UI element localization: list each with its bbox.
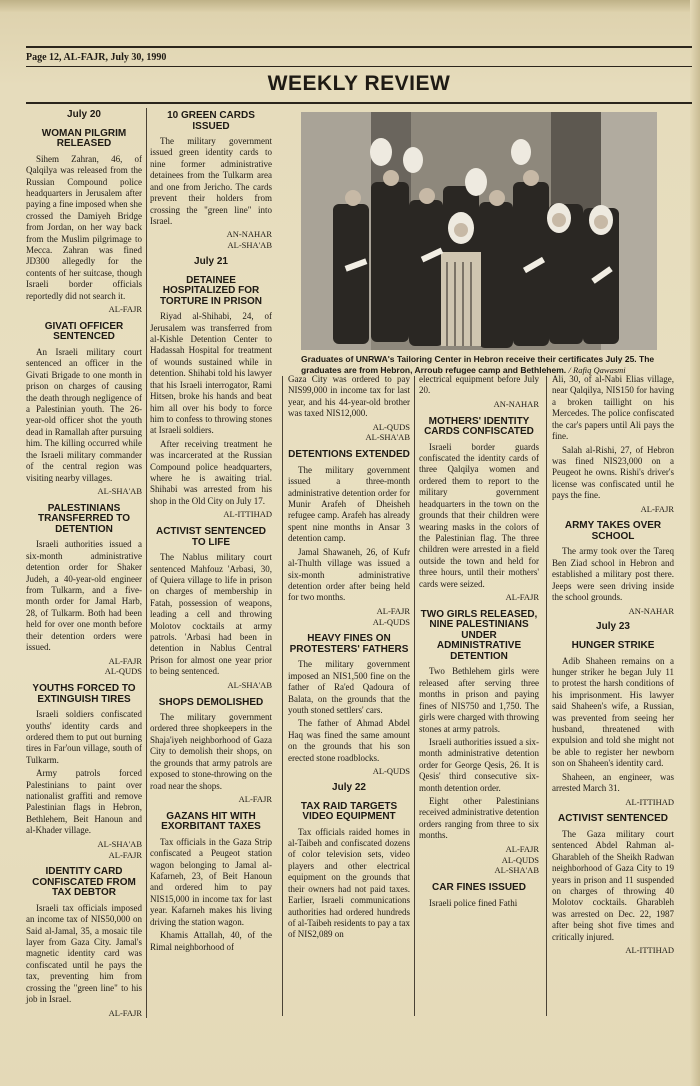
source-credits: [26, 656, 142, 678]
headline: 10 GREEN CARDS ISSUED: [167, 110, 255, 132]
article-palestinians-transferred: [26, 504, 142, 677]
article-body: The father of Ahmad Abdel Haq was fined the same amount on the grounds that his son erected stone roadblocks.: [288, 718, 410, 763]
article-body: The army took over the Tareq Ben Ziad school in Hebron and established a military post there. Jeeps were seen driving inside the school grounds.: [552, 546, 674, 603]
source-credits: [26, 839, 142, 861]
article-green-cards: [150, 111, 272, 251]
source-credit: AL-FAJR: [505, 843, 539, 854]
headline: DETENTIONS EXTENDED: [288, 449, 410, 461]
article-body: The Nablus military court sentenced Mahfouz 'Arbasi, 30, of Quiera village to life in prison on charges of membership in Fatah, possession of weapons, leading a cell and throwing Molotov cocktails at army patrols. 'Arbasi had been in detention in Nablus Central Prison for almost one year prior to being sentenced.: [150, 552, 272, 677]
header-rule: [26, 66, 692, 67]
article-body: Salah al-Rishi, 27, of Hebron was fined NIS23,000 on a Peugeot he owns. Rishi's driver's license was confiscated until he pays the fine.: [552, 444, 674, 501]
page-edge-right: [690, 0, 700, 1086]
source-credits: [419, 844, 539, 876]
article-activist-sentenced: [552, 814, 674, 956]
column-4: [419, 374, 539, 911]
article-body: Khamis Attallah, 40, of the Rimal neighborhood of: [150, 930, 272, 952]
graduates-photo: [301, 112, 657, 350]
headline: ACTIVIST SENTENCED: [557, 813, 668, 825]
article-car-fines: [419, 883, 539, 909]
article-army-school: [552, 521, 674, 616]
column-divider: [414, 376, 415, 1016]
article-body: Eight other Palestinians received administrative detention orders ranging from three to six months.: [419, 796, 539, 841]
article-heavy-fines: [288, 634, 410, 777]
article-activist-life: [150, 527, 272, 690]
source-credit: AN-NAHAR: [628, 605, 674, 616]
column-divider: [146, 108, 147, 1018]
article-body: Shaheen, an engineer, was arrested March 31.: [552, 771, 674, 794]
source-credit: AN-NAHAR: [493, 398, 539, 409]
column-3: [288, 374, 410, 943]
source-credit: AL-FAJR: [108, 304, 142, 315]
source-credit: AN-NAHAR: [226, 229, 272, 240]
article-body: Army patrols forced Palestinians to paint over nationalist graffiti and remove Palestinian flags in Hebron, Bethlehem, Beit Hanoun and al-Khader village.: [26, 768, 142, 836]
article-tax-raid: [288, 802, 410, 941]
source-credit: AL-SHA'AB: [97, 838, 142, 849]
source-credits: [150, 229, 272, 251]
photo-caption: [301, 354, 663, 375]
source-credit: AL-FAJR: [108, 849, 142, 860]
article-body: Tax officials in the Gaza Strip confiscated a Peugeot station wagon belonging to Jamal al-Kafarneh, 23, of Beit Hanoun and ordered him to pay NIS15,000 in income tax for last year. Kafarneh makes his living driving the station wagon.: [150, 836, 272, 927]
source-credit: AL-FAJR: [640, 503, 674, 514]
section-title: WEEKLY REVIEW: [267, 72, 451, 95]
source-credit: AL-FAJR: [376, 605, 410, 616]
article-body: The military government imposed an NIS1,500 fine on the father of Ra'ed Qadoura of Balata, on the grounds that the youth stoned settlers' cars.: [288, 659, 410, 716]
page-edge-top: [0, 0, 700, 12]
article-shops: [150, 698, 272, 805]
date-heading: July 22: [332, 781, 366, 793]
headline: TWO GIRLS RELEASED, NINE PALESTINIANS UNDER ADMINISTRATIVE DETENTION: [420, 608, 538, 662]
source-credit: AL-QUDS: [372, 616, 410, 627]
source-credit: AL-SHA'AB: [365, 432, 410, 443]
article-continued-car-fines: [552, 374, 674, 514]
column-divider: [546, 376, 547, 1016]
column-2: [150, 104, 272, 955]
source-credit: AL-FAJR: [108, 1007, 142, 1018]
article-body: Israeli tax officials imposed an income tax of NIS50,000 on Said al-Jamal, 35, a mosaic tile layer from Gaza City. Jamal's magnetic identity card was confiscated until he pays the tax, preventing him from crossing the "green line" to his job in Israel.: [26, 902, 142, 1005]
photo-credit: / Rafiq Qawasmi: [568, 364, 626, 375]
article-body: Israeli police fined Fathi: [429, 897, 518, 908]
source-credit: AL-FAJR: [505, 592, 539, 603]
headline: WOMAN PILGRIM RELEASED: [41, 127, 127, 150]
source-credit: AL-FAJR: [238, 793, 272, 804]
source-credit: AL-QUDS: [372, 766, 410, 777]
article-body: Adib Shaheen remains on a hunger striker he began July 11 to protest the harsh conditions of his imprisonment. His lawyer said Shaheen's wife, a Russian, was prevented from seeing her husband, threatened with expulsion and told she might not be able to register her newborn son on Shaheen's identity card.: [552, 655, 674, 769]
caption-text: Graduates of UNRWA's Tailoring Center in Hebron receive their certificates July 25. The graduates are from Hebron, Arroub refugee camp and Bethlehem.: [301, 354, 655, 375]
column-1: [26, 104, 142, 1020]
headline: TAX RAID TARGETS VIDEO EQUIPMENT: [300, 800, 398, 823]
headline: GIVATI OFFICER SENTENCED: [44, 320, 124, 343]
article-body: Israeli authorities issued a six-month administrative detention order for Shaker Judeh, a 40-year-old engineer from Tulkarm, and a five-month order for Jamal Harb, 28, of Tulkarm. Both had been held for over one month before their detention orders were issued.: [26, 539, 142, 653]
article-body: The military government issued a three-month administrative detention order for Munir Arafeh of Dheisheh refugee camp. Arafeh has already spent nine months in Ansar 3 detention camp.: [288, 464, 410, 544]
article-body: Jamal Shawaneh, 26, of Kufr al-Thulth village was issued a six-month administrative detention order after being held for two months.: [288, 546, 410, 603]
article-body: The military government ordered three shopkeepers in the Shaja'iyeh neighborhood of Gaza City to demolish their shops, on the grounds that army patrols are exposed to stone-throwing on the road near the shops.: [150, 712, 272, 791]
headline: SHOPS DEMOLISHED: [158, 696, 264, 708]
article-body: Gaza City was ordered to pay NIS99,000 in income tax for last year, and his 44-year-old brother was taxed NIS12,000.: [288, 374, 410, 419]
column-5: [552, 374, 674, 958]
headline: GAZANS HIT WITH EXORBITANT TAXES: [161, 810, 261, 833]
article-body: Israeli soldiers confiscated youths' identity cards and ordered them to put out burning tires in Far'oun village, south of Tulkarm.: [26, 709, 142, 765]
headline: YOUTHS FORCED TO EXTINGUISH TIRES: [32, 683, 136, 705]
graduates-photo-image: [301, 112, 657, 350]
headline: CAR FINES ISSUED: [432, 882, 526, 894]
source-credit: AL-SHA'AB: [227, 240, 272, 251]
article-body: Israeli authorities issued a six-month administrative detention order for George Qesis, 26. It is Qesis' third consecutive six-month detention order.: [419, 736, 539, 793]
article-woman-pilgrim: [26, 129, 142, 315]
source-credits: [288, 422, 410, 444]
headline: IDENTITY CARD CONFISCATED FROM TAX DEBTOR: [32, 866, 136, 899]
article-mothers-cards: [419, 417, 539, 603]
article-body: Ali, 30, of al-Nabi Elias village, near Qalqilya, NIS150 for having a broken taillight on his Mercedes. The police confiscated the car's papers until Ali pays the fine.: [552, 374, 674, 442]
article-body: Riyad al-Shihabi, 24, of Jerusalem was transferred from al-Kishle Detention Center to Hadassah Hospital for treatment of wounds sustained while in detention. Shihabi told his lawyer that his Israeli interrogator, Rami Hitsen, broke his hands and beat him all over his body to force him to confess to throwing stones at Israeli soldiers.: [150, 311, 272, 436]
article-givati: [26, 322, 142, 497]
article-body: Sihem Zahran, 46, of Qalqilya was released from the Russian Compound police headquarters in Jerusalem after paying a fine imposed when she crossed the Damiyeh Bridge from Jordan, on her way back from the Muslim pilgrimage to Mecca. Zahran was fined JD300 allegedly for the contents of her suitcase, though Israeli border officials reportedly did not search it.: [26, 153, 142, 301]
headline: MOTHERS' IDENTITY CARDS CONFISCATED: [424, 415, 534, 438]
source-credit: AL-FAJR: [108, 655, 142, 666]
headline: DETAINEE HOSPITALIZED FOR TORTURE IN PRISON: [159, 274, 263, 307]
source-credit: AL-QUDS: [501, 854, 539, 865]
source-credit: AL-SHA'AB: [97, 486, 142, 497]
article-body: After receiving treatment he was incarcerated at the Russian Compound police headquarters, where he is awaiting trial. Shihabi was arrested from his shop in the Old City on July 17.: [150, 438, 272, 506]
headline: ACTIVIST SENTENCED TO LIFE: [155, 526, 266, 548]
source-credit: AL-ITTIHAD: [625, 796, 674, 807]
date-heading: July 20: [67, 109, 101, 120]
article-body: Israeli border guards confiscated the identity cards of three Qalqilya women and ordered them to report to the military government headquarters in the town on the grounds that their children were wearing masks in the colors of the Palestinian flag. The three children were arrested in a field outside the town and held for three hours, until their mothers' cards were seized.: [419, 441, 539, 589]
headline: ARMY TAKES OVER SCHOOL: [564, 520, 662, 542]
column-divider: [282, 376, 283, 1016]
source-credits: [288, 606, 410, 628]
article-body: The military government issued green identity cards to nine former administrative detainees from the Tulkarm area and one from Jericho. The cards prevent their holders from crossing the "green line" into Israel.: [150, 136, 272, 226]
article-detainee: [150, 276, 272, 520]
headline: PALESTINIANS TRANSFERRED TO DETENTION: [37, 502, 131, 535]
source-credit: AL-QUDS: [104, 666, 142, 677]
article-identity-card: [26, 867, 142, 1018]
headline: HUNGER STRIKE: [571, 640, 655, 651]
article-continued-gaza-tax: [288, 374, 410, 443]
source-credit: AL-ITTIHAD: [223, 509, 272, 520]
article-body: electrical equipment before July 20.: [419, 374, 539, 396]
top-rule: [26, 46, 692, 48]
article-detentions-extended: [288, 450, 410, 627]
article-youths-forced: [26, 684, 142, 860]
article-body: An Israeli military court sentenced an officer in the Givati Brigade to one month in prison on charges of causing the death through negligence of a Palestinian youth. The 26-year-old officer shot the youth dead in Ramallah after pursuing him. The killing occurred while the Israeli military commander of the central region was visiting nearby villages.: [26, 346, 142, 483]
page-header-line: Page 12, AL-FAJR, July 30, 1990: [26, 52, 167, 63]
article-continued-taibeh: [419, 374, 539, 410]
date-heading: July 21: [194, 255, 228, 267]
source-credit: AL-SHA'AB: [227, 679, 272, 690]
source-credit: AL-SHA'AB: [494, 865, 539, 876]
article-body: Two Bethlehem girls were released after serving three months in prison and paying fines of NIS750 and 1,750. The girls were charged with throwing stones at army patrols.: [419, 666, 539, 734]
article-body: The Gaza military court sentenced Abdel Rahman al-Gharableh of the Sheikh Radwan neighborhood of Gaza City to 19 years in prison and 11 suspended on charges of throwing 40 Molotov cocktails. Gharableh was arrested on Dec. 22, 1987 after being shot five times and critically injured.: [552, 828, 674, 942]
source-credit: AL-ITTIHAD: [625, 945, 674, 956]
source-credit: AL-QUDS: [372, 421, 410, 432]
headline: HEAVY FINES ON PROTESTERS' FATHERS: [289, 633, 409, 655]
article-gazans-taxes: [150, 812, 272, 953]
article-two-girls: [419, 610, 539, 876]
article-hunger-strike: [552, 641, 674, 807]
date-heading: July 23: [596, 621, 630, 633]
article-body: Tax officials raided homes in al-Taibeh and confiscated dozens of color television sets, video players and other electrical equipment on the grounds that their owners had not paid taxes. Earlier, Israeli communications authorities had ordered hundreds of al-Taibeh residents to pay a tax of NIS2,089 on: [288, 826, 410, 940]
